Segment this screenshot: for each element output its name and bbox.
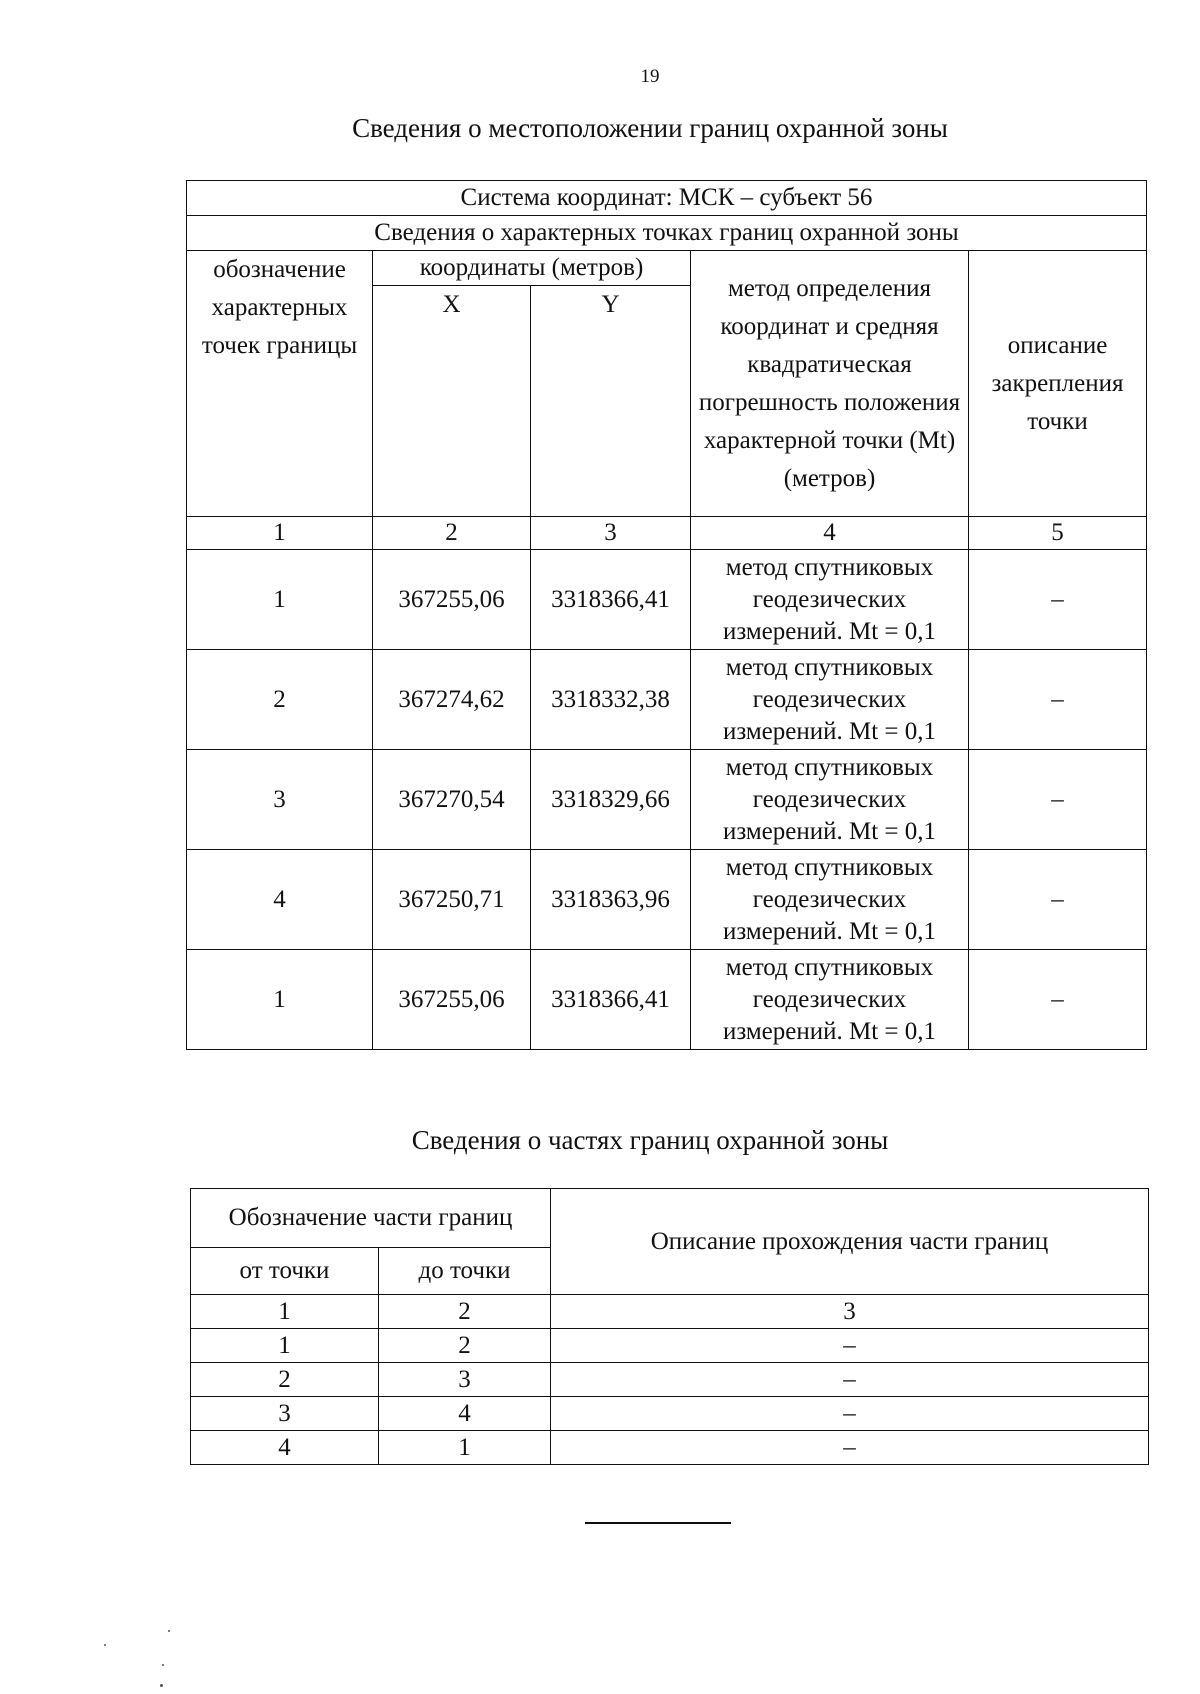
point-cell: 2 — [187, 650, 373, 750]
from-cell: 3 — [191, 1397, 379, 1431]
y-cell: 3318329,66 — [531, 750, 691, 850]
x-cell: 367270,54 — [373, 750, 531, 850]
scan-speck — [168, 1630, 170, 1632]
page-number: 19 — [640, 66, 660, 87]
header-point-description: описание закрепления точки — [969, 251, 1147, 517]
points-table — [186, 180, 1147, 1050]
header-y: Y — [531, 286, 691, 517]
point-cell: 1 — [187, 950, 373, 1050]
table-row — [187, 550, 1147, 650]
header-to-point: до точки — [379, 1248, 551, 1295]
method-cell: метод спутниковых геодезических измерений. Mt = 0,1 — [691, 950, 969, 1050]
header-method: метод определения координат и средняя квадратическая погрешность положения характерной точки (Mt) (метров) — [691, 251, 969, 517]
table-row — [187, 750, 1147, 850]
table-row — [191, 1329, 1149, 1363]
description-cell: – — [969, 550, 1147, 650]
column-number-row — [187, 517, 1147, 550]
header-coordinates: координаты (метров) — [373, 251, 691, 286]
x-cell: 367274,62 — [373, 650, 531, 750]
column-number: 1 — [191, 1295, 379, 1329]
header-x: X — [373, 286, 531, 517]
from-cell: 2 — [191, 1363, 379, 1397]
from-cell: 1 — [191, 1329, 379, 1363]
method-cell: метод спутниковых геодезических измерений. Mt = 0,1 — [691, 650, 969, 750]
column-number: 5 — [969, 517, 1147, 550]
points-subtitle-cell: Сведения о характерных точках границ охранной зоны — [187, 216, 1147, 251]
column-number: 2 — [373, 517, 531, 550]
y-cell: 3318363,96 — [531, 850, 691, 950]
description-cell: – — [969, 950, 1147, 1050]
column-number: 2 — [379, 1295, 551, 1329]
method-cell: метод спутниковых геодезических измерений. Mt = 0,1 — [691, 850, 969, 950]
scan-speck — [160, 1684, 163, 1687]
header-part-designation: Обозначение части границ — [191, 1189, 551, 1248]
description-cell: – — [969, 850, 1147, 950]
column-number: 3 — [551, 1295, 1149, 1329]
table-row — [191, 1431, 1149, 1465]
column-number: 4 — [691, 517, 969, 550]
description-cell: – — [969, 750, 1147, 850]
section-title: Сведения о частях границ охранной зоны — [411, 1125, 889, 1155]
scan-speck — [104, 1644, 106, 1646]
point-cell: 3 — [187, 750, 373, 850]
table-row — [187, 650, 1147, 750]
footer-rule — [585, 1522, 731, 1524]
y-cell: 3318366,41 — [531, 550, 691, 650]
table-row — [191, 1397, 1149, 1431]
description-cell: – — [551, 1431, 1149, 1465]
column-number-row — [191, 1295, 1149, 1329]
column-number: 1 — [187, 517, 373, 550]
description-cell: – — [969, 650, 1147, 750]
table-row — [191, 1363, 1149, 1397]
header-part-description: Описание прохождения части границ — [551, 1189, 1149, 1295]
description-cell: – — [551, 1363, 1149, 1397]
y-cell: 3318366,41 — [531, 950, 691, 1050]
parts-table — [190, 1188, 1149, 1465]
description-cell: – — [551, 1329, 1149, 1363]
x-cell: 367255,06 — [373, 550, 531, 650]
scan-speck — [162, 1664, 164, 1666]
header-from-point: от точки — [191, 1248, 379, 1295]
method-cell: метод спутниковых геодезических измерений. Mt = 0,1 — [691, 550, 969, 650]
column-number: 3 — [531, 517, 691, 550]
to-cell: 1 — [379, 1431, 551, 1465]
header-point-designation: обозначение характерных точек границы — [187, 251, 373, 517]
to-cell: 2 — [379, 1329, 551, 1363]
to-cell: 4 — [379, 1397, 551, 1431]
point-cell: 4 — [187, 850, 373, 950]
description-cell: – — [551, 1397, 1149, 1431]
coordinate-system-cell: Система координат: МСК – субъект 56 — [187, 181, 1147, 216]
point-cell: 1 — [187, 550, 373, 650]
page-title: Сведения о местоположении границ охранной зоны — [352, 113, 948, 143]
to-cell: 3 — [379, 1363, 551, 1397]
x-cell: 367255,06 — [373, 950, 531, 1050]
table-row — [187, 850, 1147, 950]
y-cell: 3318332,38 — [531, 650, 691, 750]
from-cell: 4 — [191, 1431, 379, 1465]
method-cell: метод спутниковых геодезических измерений. Mt = 0,1 — [691, 750, 969, 850]
x-cell: 367250,71 — [373, 850, 531, 950]
table-row — [187, 950, 1147, 1050]
